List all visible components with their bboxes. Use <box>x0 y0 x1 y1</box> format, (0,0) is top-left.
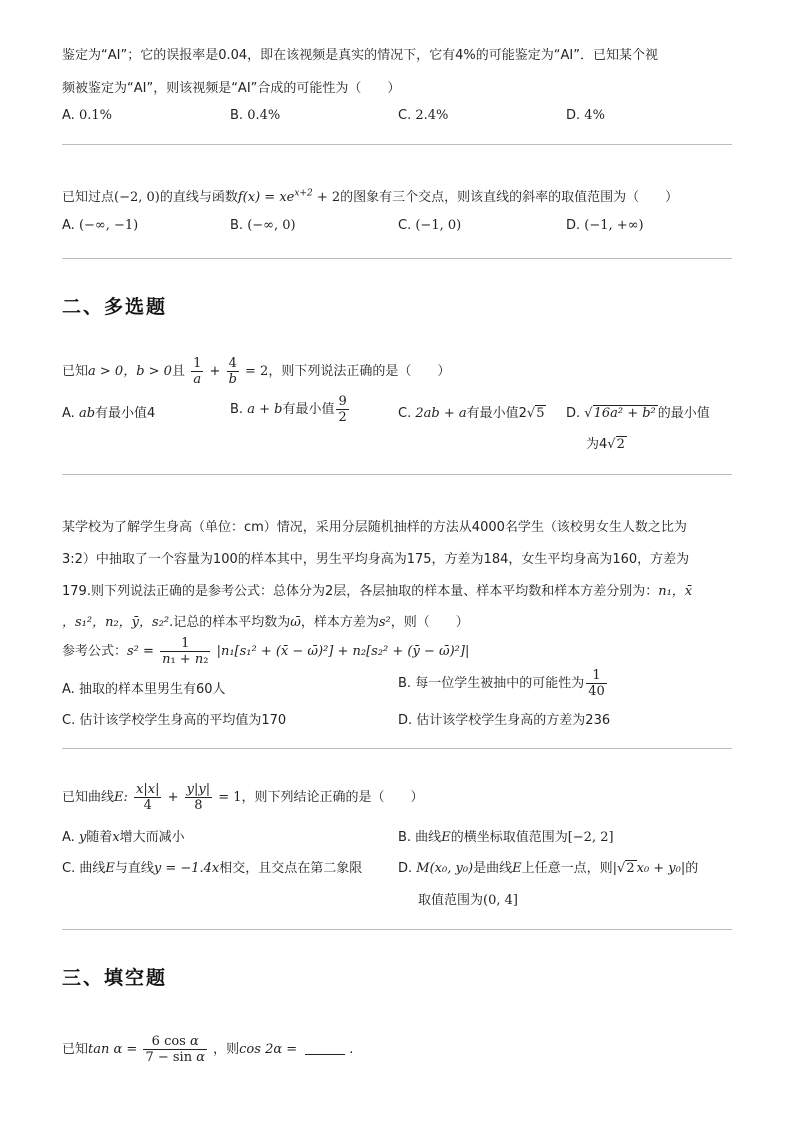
q-ab-option-d: D. √16a² + b² 的最小值 <box>566 406 710 421</box>
section-heading-fill-in: 三、填空题 <box>62 967 168 989</box>
q-ai-option-c: C. 2.4% <box>398 108 449 123</box>
section-heading-multiple-choice: 二、多选题 <box>62 296 168 318</box>
q-ai-option-a: A. 0.1% <box>62 108 112 123</box>
fraction-1-over-n1-n2: $\frac{1}{\text{n₁ + n₂}}$ <box>162 636 209 667</box>
q-curve-option-d-cont: 取值范围为(0, 4] <box>418 893 518 908</box>
q-ai-line2: 频被鉴定为“AI”，则该视频是“AI”合成的可能性为（ ） <box>62 81 401 96</box>
q-ai-option-d: D. 4% <box>566 108 605 123</box>
divider <box>62 258 732 259</box>
q-curve-stem: 已知曲线E: $\frac{x|x|}{4}$ + $\frac{y|y|}{8}$ = 1，则下列结论正确的是（ ） <box>62 782 424 813</box>
q-ab-option-c: C. 2ab + a有最小值2√5 <box>398 406 545 421</box>
q-tangent-option-d: D. (−1, +∞) <box>566 218 644 233</box>
q-tangent-option-a: A. (−∞, −1) <box>62 218 139 233</box>
divider <box>62 474 732 475</box>
q-height-option-b: B. 每一位学生被抽中的可能性为 $\frac{1}{40}$ <box>398 668 605 699</box>
q-ai-option-b: B. 0.4% <box>230 108 281 123</box>
q-curve-option-a: A. y随着x增大而减小 <box>62 830 185 845</box>
divider <box>62 929 732 930</box>
q-curve-option-c: C. 曲线E与直线y = −1.4x相交，且交点在第二象限 <box>62 861 363 876</box>
q-height-option-c: C. 估计该学校学生身高的平均值为170 <box>62 713 287 728</box>
q-tangent-option-b: B. (−∞, 0) <box>230 218 296 233</box>
fraction-x-abs-x-over-4: $\frac{x|x|}{4}$ <box>136 782 160 813</box>
q-ai-line1: 鉴定为“AI”；它的误报率是0.04，即在该视频是真实的情况下，它有4%的可能鉴定为“AI”．已知某个视 <box>62 48 658 63</box>
fraction-6cos-over-7-minus-sin: $\frac{\text{6 cos α}}{\text{7 − sin α}}$ <box>145 1034 205 1065</box>
q-height-line2: 3:2）中抽取了一个容量为100的样本其中，男生平均身高为175，方差为184，女生平均身高为160，方差为 <box>62 552 690 567</box>
q-curve-option-d: D. M(x₀, y₀)是曲线E上任意一点，则|√2 x₀ + y₀|的 <box>398 861 699 876</box>
q-tan-stem: 已知tan α = $\frac{\text{6 cos α}}{\text{7 − sin α}}$ ，则cos 2α = . <box>62 1034 354 1065</box>
fraction-1-over-40: $\frac{1}{40}$ <box>588 668 605 699</box>
q-tangent-option-c: C. (−1, 0) <box>398 218 462 233</box>
q-tangent-stem: 已知过点(−2, 0)的直线与函数$f(x) = xe^{x+2} + 2$的图象有三个交点，则该直线的斜率的取值范围为（ ） <box>62 188 679 205</box>
q-curve-option-b: B. 曲线E的横坐标取值范围为[−2, 2] <box>398 830 614 845</box>
q-height-option-a: A. 抽取的样本里男生有60人 <box>62 682 226 697</box>
q-height-line1: 某学校为了解学生身高（单位：cm）情况，采用分层随机抽样的方法从4000名学生（该校男女生人数之比为 <box>62 520 687 535</box>
fraction-y-abs-y-over-8: $\frac{y|y|}{8}$ <box>186 782 211 813</box>
fraction-1-over-a: $\frac{1}{a}$ <box>193 356 202 387</box>
q-height-option-d: D. 估计该学校学生身高的方差为236 <box>398 713 611 728</box>
divider <box>62 748 732 749</box>
q-height-line4: ，s₁²，n₂，ȳ，s₂².记总的样本平均数为ω̄，样本方差为s²，则（ ） <box>62 615 469 630</box>
q-height-line3: 179.则下列说法正确的是参考公式：总体分为2层，各层抽取的样本量、样本平均数和样本方差分别为：n₁，x̄ <box>62 584 693 599</box>
q-ab-option-d-cont: 为4√2 <box>586 437 625 452</box>
q-height-formula: 参考公式：s² = $\frac{1}{\text{n₁ + n₂}}$ |n₁[s₁² + (x̄ − ω̄)²] + n₂[s₂² + (ȳ − ω̄)²]| <box>62 636 470 667</box>
q-ab-option-b: B. a + b有最小值 $\frac{9}{2}$ <box>230 394 347 425</box>
divider <box>62 144 732 145</box>
q-ab-stem: 已知a > 0，b > 0且 $\frac{1}{a}$ + $\frac{4}{b}$ = 2，则下列说法正确的是（ ） <box>62 356 451 387</box>
fraction-4-over-b: $\frac{4}{b}$ <box>228 356 237 387</box>
fraction-9-over-2: $\frac{9}{2}$ <box>338 394 347 425</box>
q-ab-option-a: A. ab有最小值4 <box>62 406 156 421</box>
answer-blank[interactable] <box>305 1054 345 1055</box>
